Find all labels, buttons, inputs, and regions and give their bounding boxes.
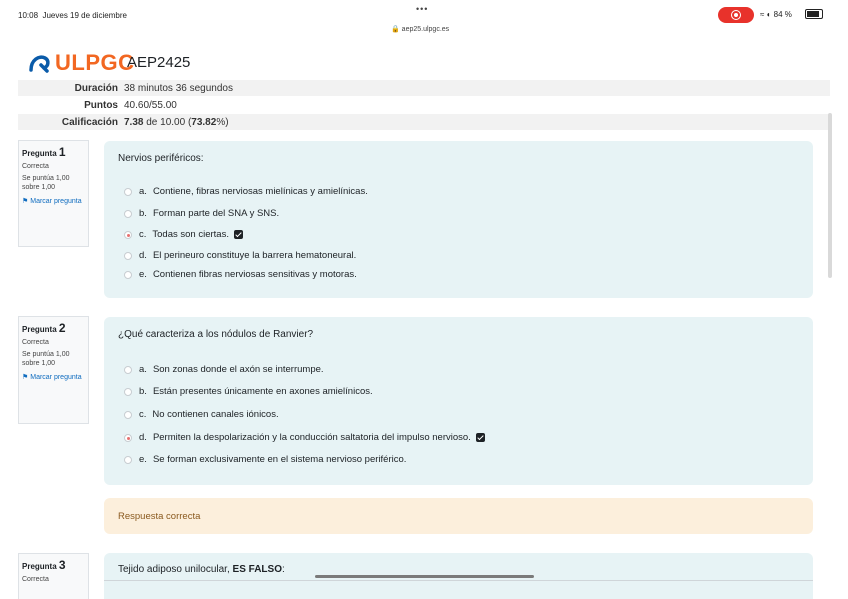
radio-button[interactable]: [124, 366, 132, 374]
answer-option[interactable]: a. Contiene, fibras nerviosas mielínicas y amielínicas.: [124, 186, 368, 197]
summary-label: Calificación: [61, 116, 118, 128]
summary-row-duration: [18, 80, 830, 97]
question-number: Pregunta 2: [22, 321, 66, 335]
summary-value: 40.60/55.00: [124, 99, 177, 111]
signal-indicator: ≈ ◐ 84 %: [760, 10, 792, 19]
screen-record-icon[interactable]: [718, 7, 754, 23]
radio-button[interactable]: [124, 434, 132, 442]
summary-row-points: [18, 97, 830, 114]
question-info-1: [18, 140, 89, 247]
question-card-1: [104, 141, 813, 298]
home-indicator[interactable]: [315, 575, 534, 578]
question-info-3: [18, 553, 89, 599]
question-number: Pregunta 1: [22, 145, 66, 159]
radio-button[interactable]: [124, 411, 132, 419]
battery-icon: [805, 9, 823, 19]
status-time: 10:08 Jueves 19 de diciembre: [18, 11, 127, 20]
summary-label: Duración: [74, 82, 118, 94]
question-number: Pregunta 3: [22, 558, 66, 572]
flag-icon: ⚑: [22, 374, 29, 381]
answer-option[interactable]: a. Son zonas donde el axón se interrumpe.: [124, 364, 324, 375]
status-bar: [0, 0, 848, 40]
radio-button[interactable]: [124, 388, 132, 396]
logo-text[interactable]: ULPGC: [55, 50, 135, 75]
radio-button[interactable]: [124, 271, 132, 279]
radio-button[interactable]: [124, 252, 132, 260]
more-dots-icon[interactable]: •••: [416, 4, 429, 14]
summary-value: 7.38 de 10.00 (73.82%): [124, 116, 229, 128]
flag-question-link[interactable]: ⚑ Marcar pregunta: [22, 374, 82, 381]
question-text: Tejido adiposo unilocular, ES FALSO:: [118, 564, 285, 575]
correct-check-icon: [234, 230, 243, 239]
divider: [104, 580, 813, 581]
answer-option[interactable]: e. Se forman exclusivamente en el sistema nervioso periférico.: [124, 454, 406, 465]
answer-option[interactable]: d. El perineuro constituye la barrera hematoneural.: [124, 250, 356, 261]
answer-option-selected[interactable]: c. Todas son ciertas.: [124, 229, 243, 240]
summary-row-grade: [18, 114, 830, 131]
question-score: Se puntúa 1,00 sobre 1,00: [22, 175, 70, 191]
radio-button[interactable]: [124, 188, 132, 196]
feedback-box: [104, 498, 813, 534]
question-status: Correcta: [22, 163, 49, 170]
summary-value: 38 minutos 36 segundos: [124, 82, 233, 94]
feedback-text: Respuesta correcta: [118, 511, 201, 522]
scrollbar[interactable]: [828, 113, 832, 278]
question-status: Correcta: [22, 339, 49, 346]
question-card-2: [104, 317, 813, 485]
ulpgc-logo-icon[interactable]: [28, 52, 50, 74]
answer-option[interactable]: e. Contienen fibras nerviosas sensitivas y motoras.: [124, 269, 357, 280]
question-text: ¿Qué caracteriza a los nódulos de Ranvier?: [118, 329, 314, 340]
flag-question-link[interactable]: ⚑ Marcar pregunta: [22, 198, 82, 205]
radio-button[interactable]: [124, 210, 132, 218]
answer-option[interactable]: b. Están presentes únicamente en axones amielínicos.: [124, 386, 373, 397]
answer-option[interactable]: c. No contienen canales iónicos.: [124, 409, 279, 420]
flag-icon: ⚑: [22, 198, 29, 205]
answer-option-selected[interactable]: d. Permiten la despolarización y la conducción saltatoria del impulso nervioso.: [124, 432, 485, 443]
attempt-summary-table: [18, 80, 830, 131]
radio-button[interactable]: [124, 231, 132, 239]
summary-label: Puntos: [84, 99, 118, 111]
radio-button[interactable]: [124, 456, 132, 464]
question-status: Correcta: [22, 576, 49, 583]
answer-option[interactable]: b. Forman parte del SNA y SNS.: [124, 208, 279, 219]
course-code[interactable]: AEP2425: [127, 54, 191, 71]
correct-check-icon: [476, 433, 485, 442]
question-text: Nervios periféricos:: [118, 153, 204, 164]
question-info-2: [18, 316, 89, 424]
question-score: Se puntúa 1,00 sobre 1,00: [22, 351, 70, 367]
url-label: 🔒 aep25.ulpgc.es: [391, 26, 450, 33]
